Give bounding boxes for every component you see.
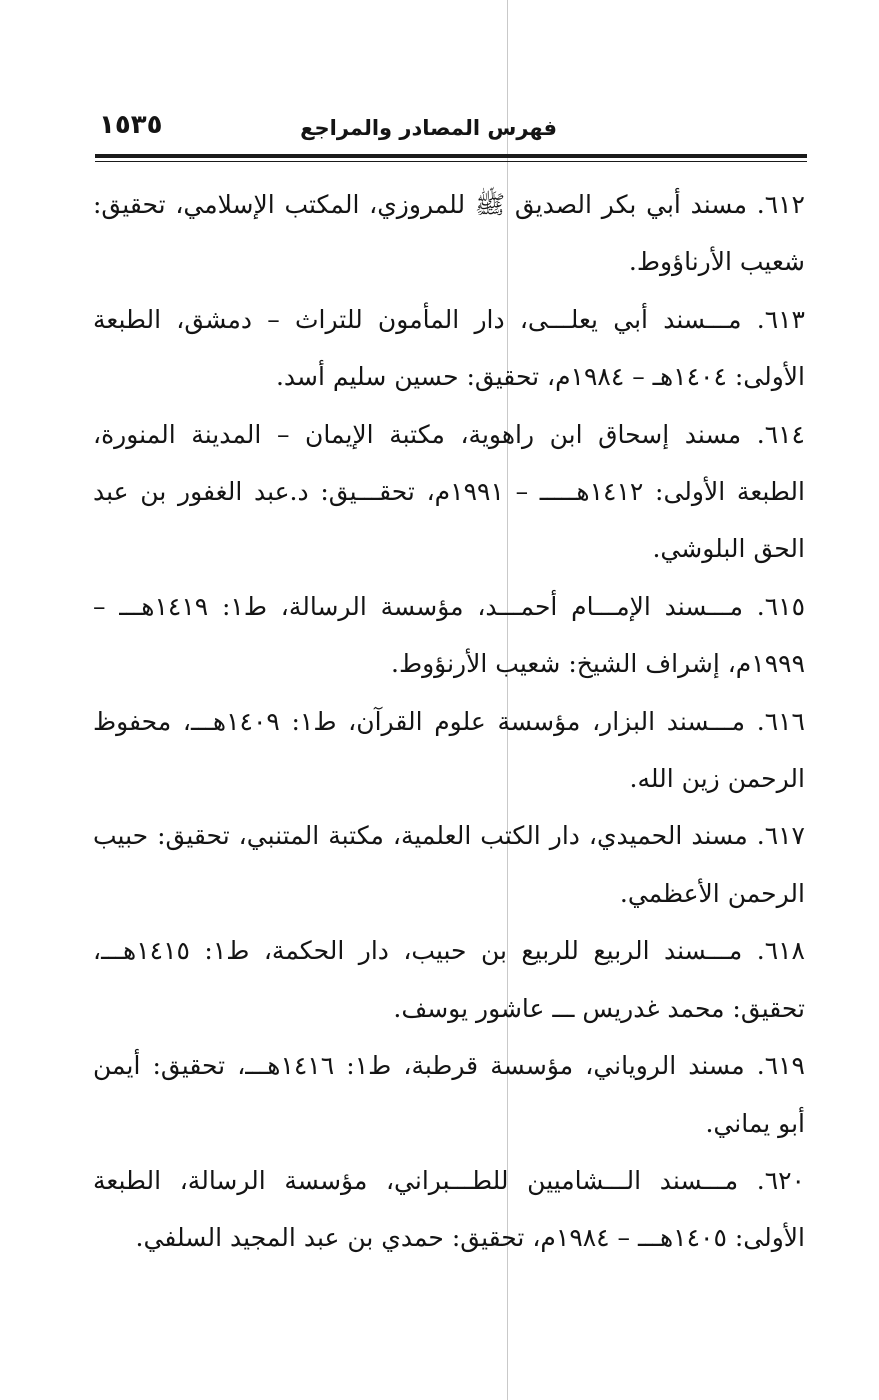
reference-entry-614: ٦١٤. مسند إسحاق ابن راهوية، مكتبة الإيمان – المدينة المنورة، الطبعة الأولى: ١٤١٢هـــــ – ١٩٩١م، تحقـــيق: د.عبد الغفور بن عبد الحق البلوشي. <box>93 419 805 564</box>
reference-entry-616: ٦١٦. مـــسند البزار، مؤسسة علوم القرآن، ط١: ١٤٠٩هـــ، محفوظ الرحمن زين الله. <box>93 706 805 794</box>
reference-entry-613: ٦١٣. مـــسند أبي يعلـــى، دار المأمون للتراث – دمشق، الطبعة الأولى: ١٤٠٤هـ – ١٩٨٤م، تحقيق: حسين سليم أسد. <box>93 304 805 392</box>
page-number: ١٥٣٥ <box>99 110 163 140</box>
header-rule-thick <box>95 154 807 158</box>
header-rule-thin <box>95 161 807 162</box>
header-title: فهرس المصادر والمراجع <box>300 116 557 140</box>
reference-entry-612: ٦١٢. مسند أبي بكر الصديق ﷺ للمروزي، المكتب الإسلامي، تحقيق: شعيب الأرناؤوط. <box>93 190 805 277</box>
reference-entry-619: ٦١٩. مسند الروياني، مؤسسة قرطبة، ط١: ١٤١٦هـــ، تحقيق: أيمن أبو يماني. <box>93 1051 805 1138</box>
reference-list <box>93 176 805 1267</box>
reference-entry-617: ٦١٧. مسند الحميدي، دار الكتب العلمية، مكتبة المتنبي، تحقيق: حبيب الرحمن الأعظمي. <box>93 821 805 908</box>
running-header <box>95 108 807 152</box>
reference-entry-615: ٦١٥. مـــسند الإمـــام أحمـــد، مؤسسة الرسالة، ط١: ١٤١٩هـــ – ١٩٩٩م، إشراف الشيخ: شعيب الأرنؤوط. <box>93 591 806 679</box>
reference-entry-618: ٦١٨. مـــسند الربيع للربيع بن حبيب، دار الحكمة، ط١: ١٤١٥هـــ، تحقيق: محمد غدريس ـــ عاشور يوسف. <box>93 936 805 1023</box>
reference-entry-620: ٦٢٠. مـــسند الـــشاميين للطـــبراني، مؤسسة الرسالة، الطبعة الأولى: ١٤٠٥هـــ – ١٩٨٤م، تحقيق: حمدي بن عبد المجيد السلفي. <box>93 1165 805 1253</box>
